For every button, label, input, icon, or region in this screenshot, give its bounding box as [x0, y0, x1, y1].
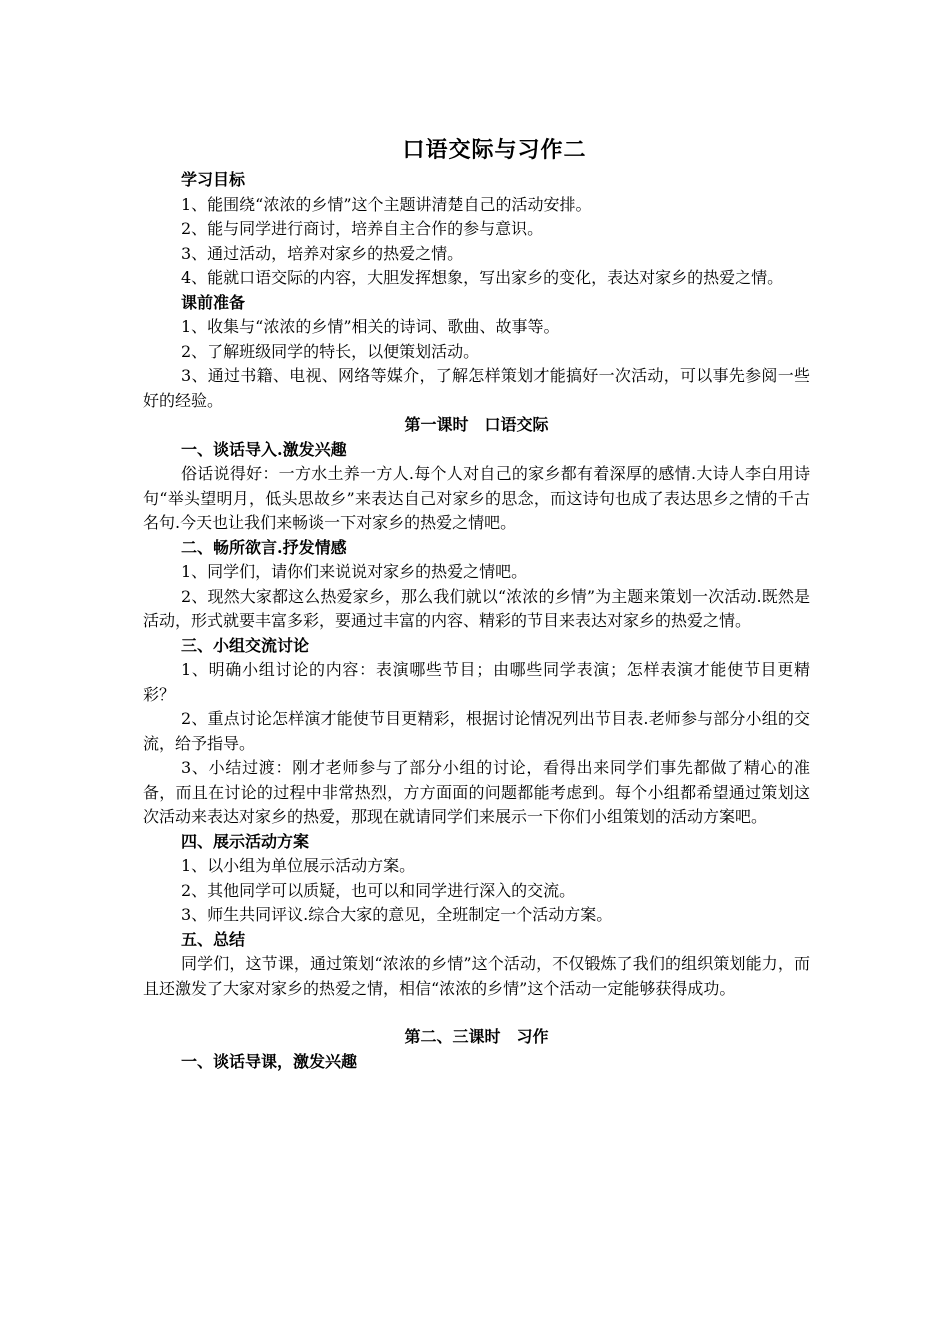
- lesson2-section1-heading: 一、谈话导课，激发兴趣: [181, 1051, 358, 1071]
- lesson2-heading: 第二、三课时 习作: [404, 1027, 549, 1046]
- lesson1-section2-item-1: 1、同学们，请你们来说说对家乡的热爱之情吧。: [181, 562, 528, 581]
- lesson1-section5-heading: 五、总结: [181, 929, 246, 949]
- lesson1-section1-text: 俗话说得好：一方水土养一方人.每个人对自己的家乡都有着深厚的感情.大诗人李白用诗句“举头望明月，低头思故乡”来表达自己对家乡的思念，而这诗句也成了表达思乡之情的千古名句.今天也让我们来畅谈一下对家乡的热爱之情吧。: [143, 464, 810, 532]
- paragraph-spacer: [143, 1001, 810, 1025]
- prep-item-3: 3、通过书籍、电视、网络等媒介，了解怎样策划才能搞好一次活动，可以事先参阅一些好的经验。: [143, 366, 810, 410]
- goal-item-1: 1、能围绕“浓浓的乡情”这个主题讲清楚自己的活动安排。: [181, 194, 592, 214]
- document-body: [143, 132, 810, 1074]
- lesson1-section2-heading: 二、畅所欲言.抒发情感: [181, 537, 347, 557]
- lesson1-section4-item-1: 1、以小组为单位展示活动方案。: [181, 856, 416, 875]
- goals-heading: 学习目标: [181, 170, 246, 189]
- lesson1-section3-item-2: 2、重点讨论怎样演才能使节目更精彩，根据讨论情况列出节目表.老师参与部分小组的交流，给予指导。: [143, 709, 810, 753]
- prep-heading: 课前准备: [181, 292, 246, 312]
- goal-item-4: 4、能就口语交际的内容，大胆发挥想象，写出家乡的变化，表达对家乡的热爱之情。: [181, 268, 784, 287]
- lesson1-section3-heading: 三、小组交流讨论: [181, 635, 310, 655]
- lesson1-heading: 第一课时 口语交际: [404, 415, 549, 434]
- lesson1-section2-item-2: 2、现然大家都这么热爱家乡，那么我们就以“浓浓的乡情”为主题来策划一次活动.既然是活动，形式就要丰富多彩，要通过丰富的内容、精彩的节目来表达对家乡的热爱之情。: [143, 586, 810, 630]
- lesson1-section3-item-1: 1、明确小组讨论的内容：表演哪些节目；由哪些同学表演；怎样表演才能使节目更精彩？: [143, 660, 810, 704]
- prep-item-1: 1、收集与“浓浓的乡情”相关的诗词、歌曲、故事等。: [181, 317, 560, 336]
- lesson1-section4-item-2: 2、其他同学可以质疑，也可以和同学进行深入的交流。: [181, 880, 576, 900]
- lesson1-section5-text: 同学们，这节课，通过策划“浓浓的乡情”这个活动，不仅锻炼了我们的组织策划能力，而且还激发了大家对家乡的热爱之情，相信“浓浓的乡情”这个活动一定能够获得成功。: [143, 954, 810, 998]
- lesson1-section4-item-3: 3、师生共同评议.综合大家的意见，全班制定一个活动方案。: [181, 905, 613, 924]
- lesson1-section4-heading: 四、展示活动方案: [181, 831, 310, 851]
- lesson1-section3-item-3: 3、小结过渡：刚才老师参与了部分小组的讨论，看得出来同学们事先都做了精心的准备，而且在讨论的过程中非常热烈，方方面面的问题都能考虑到。每个小组都希望通过策划这次活动来表达对家乡的热爱，那现在就请同学们来展示一下你们小组策划的活动方案吧。: [143, 758, 810, 826]
- page-title: 口语交际与习作二: [402, 137, 587, 163]
- prep-item-2: 2、了解班级同学的特长，以便策划活动。: [181, 341, 480, 361]
- goal-item-3: 3、通过活动，培养对家乡的热爱之情。: [181, 243, 464, 263]
- goal-item-2: 2、能与同学进行商讨，培养自主合作的参与意识。: [181, 219, 544, 238]
- lesson1-section1-heading: 一、谈话导入.激发兴趣: [181, 439, 347, 459]
